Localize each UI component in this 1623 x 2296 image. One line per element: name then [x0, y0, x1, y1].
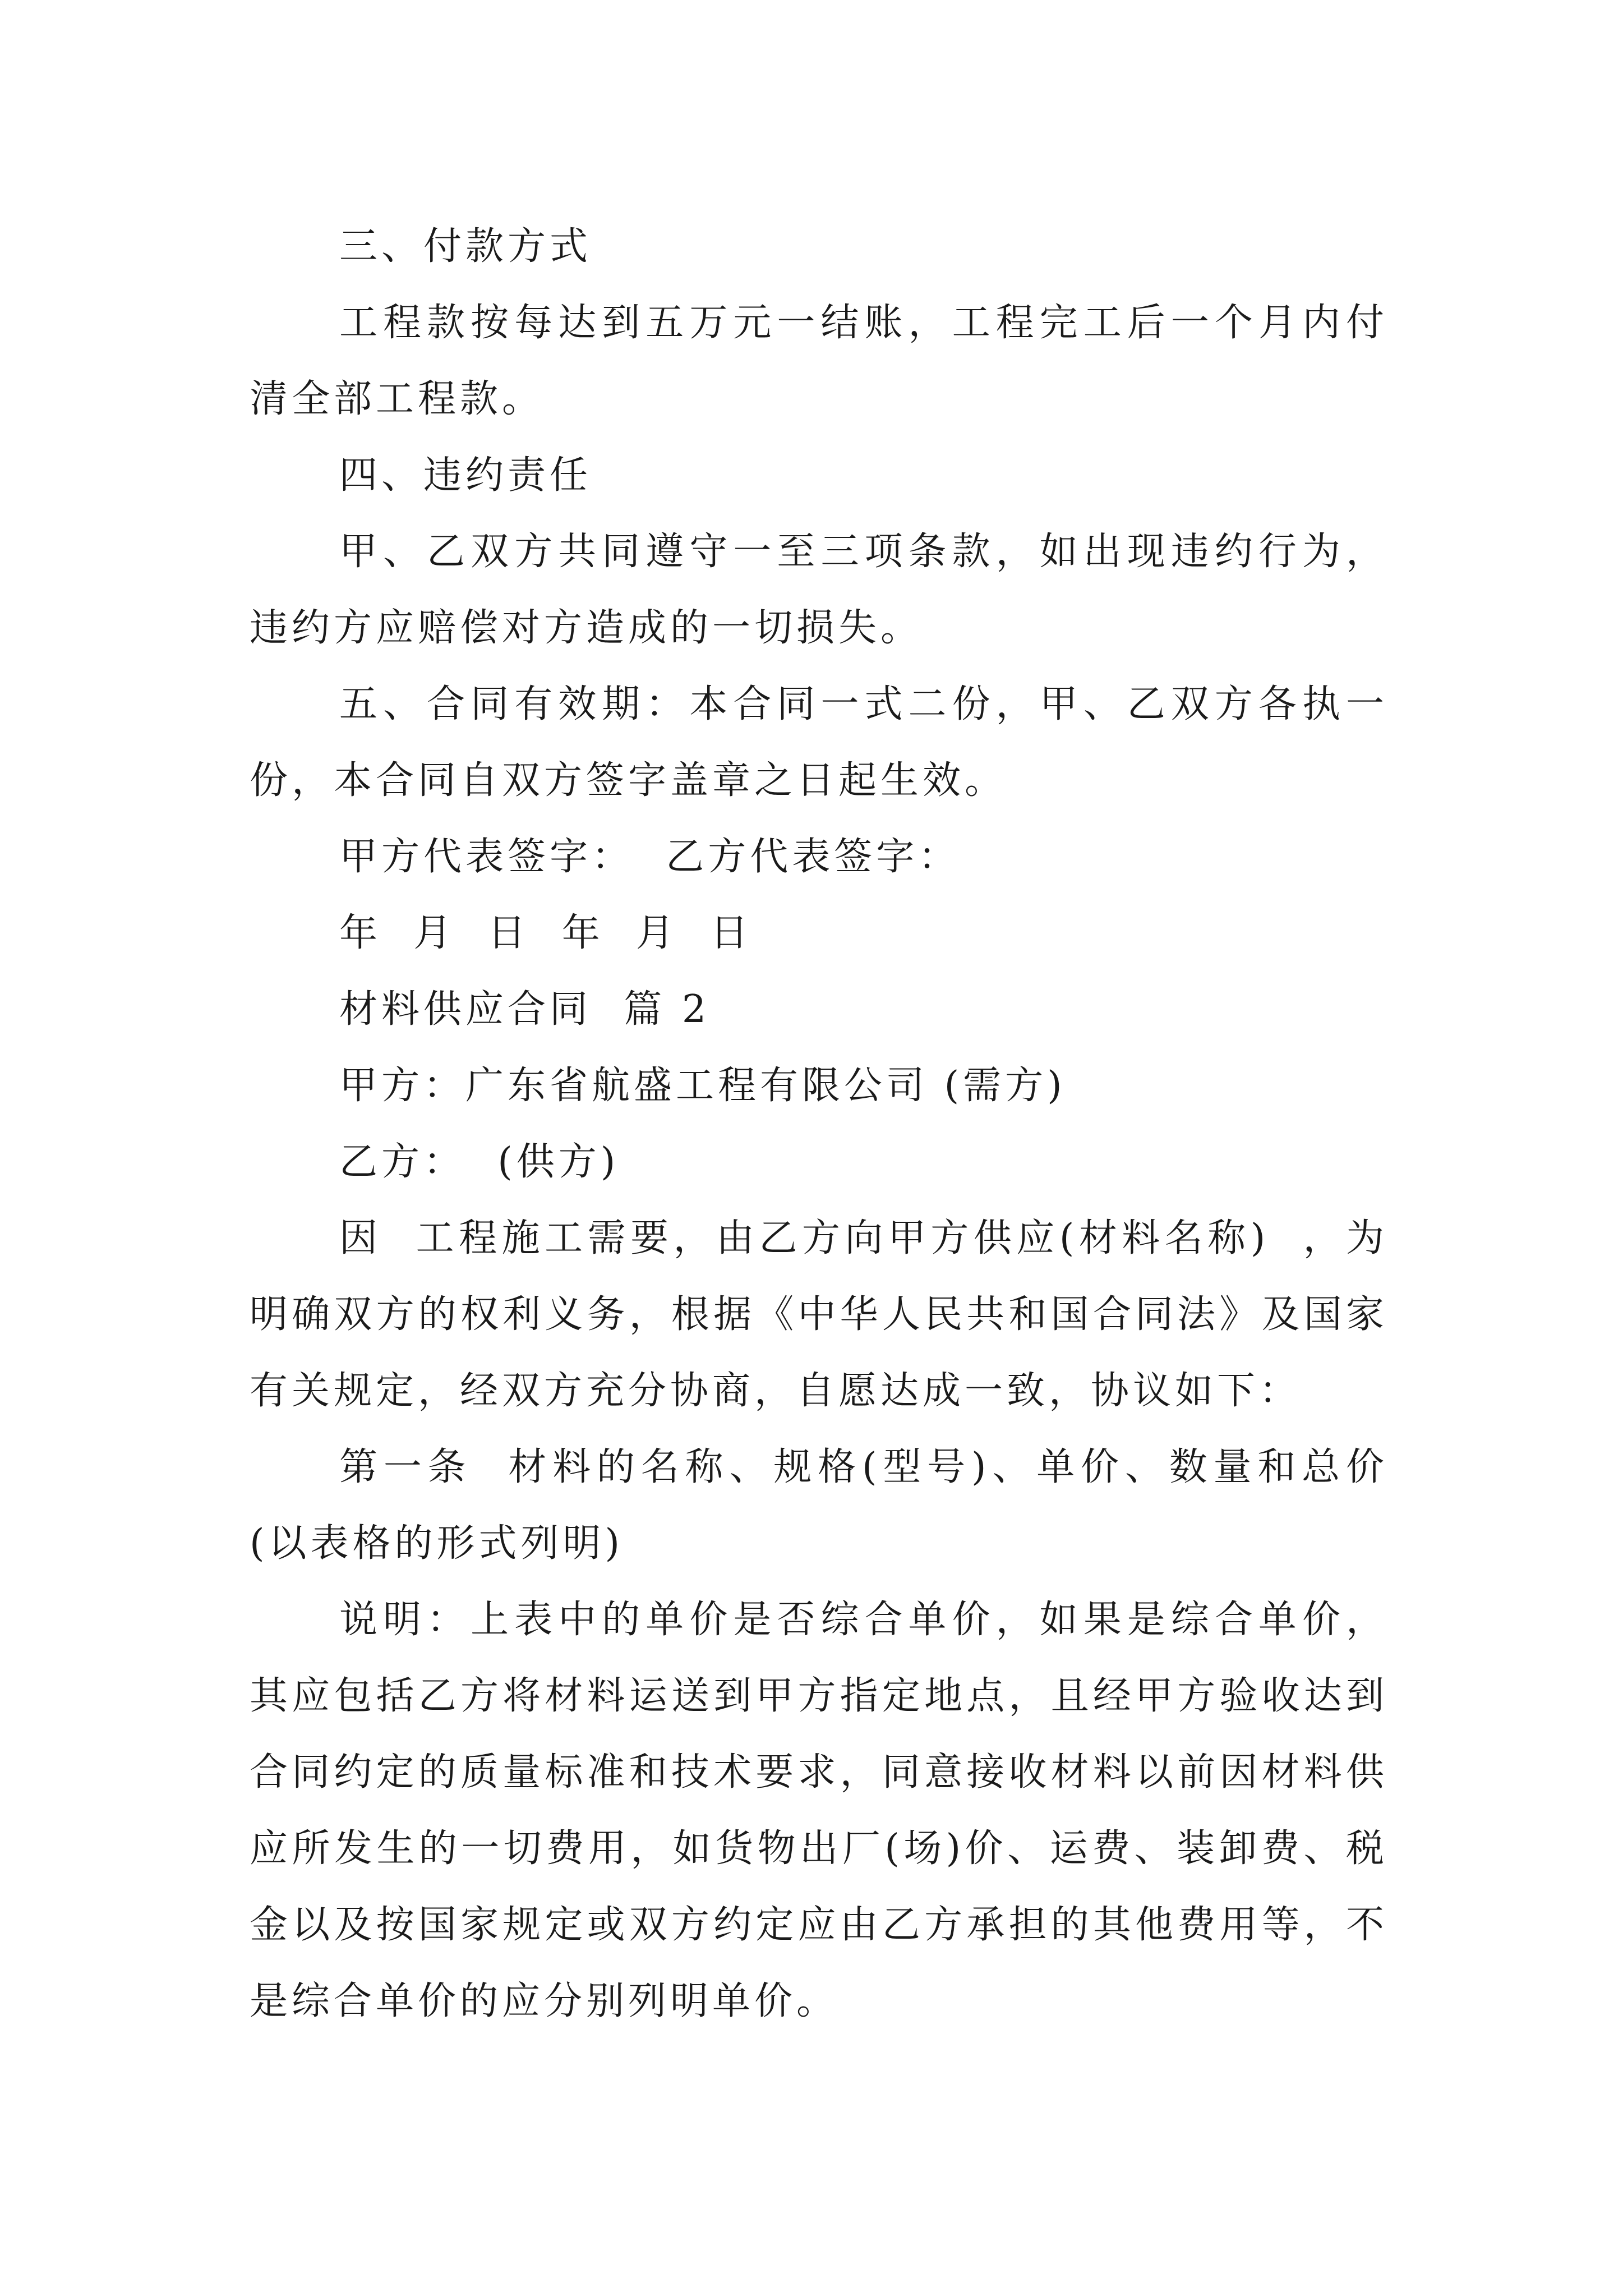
explanation-paragraph: 说明：上表中的单价是否综合单价，如果是综合单价，其应包括乙方将材料运送到甲方指定地点，且经甲方验收达到合同约定的质量标准和技术要求，同意接收材料以前因材料供应所发生的一切费用，如货物出厂(场)价、运费、装卸费、税金以及按国家规定或双方约定应由乙方承担的其他费用等，不是综合单价的应分别列明单价。 — [250, 1598, 1388, 2023]
date-line: 年 月 日 年 月 日 — [339, 911, 753, 955]
section-heading-payment: 三、付款方式 — [339, 224, 592, 269]
signature-line: 甲方代表签字： 乙方代表签字： — [339, 835, 961, 879]
article-one-paragraph: 第一条 材料的名称、规格(型号)、单价、数量和总价(以表格的形式列明) — [250, 1445, 1388, 1566]
party-a-line: 甲方：广东省航盛工程有限公司 (需方) — [339, 1064, 1066, 1108]
validity-paragraph: 五、合同有效期：本合同一式二份，甲、乙双方各执一份，本合同自双方签字盖章之日起生效。 — [250, 682, 1388, 803]
contract-title: 材料供应合同 篇 2 — [339, 987, 711, 1032]
breach-paragraph: 甲、乙双方共同遵守一至三项条款，如出现违约行为，违约方应赔偿对方造成的一切损失。 — [250, 530, 1388, 650]
document-body — [250, 209, 1388, 2040]
payment-terms-paragraph: 工程款按每达到五万元一结账，工程完工后一个月内付清全部工程款。 — [250, 301, 1388, 421]
party-b-line: 乙方： (供方) — [339, 1140, 620, 1184]
preamble-paragraph: 因 工程施工需要，由乙方向甲方供应(材料名称) ，为明确双方的权利义务，根据《中华人民共和国合同法》及国家有关规定，经双方充分协商，自愿达成一致，协议如下： — [250, 1216, 1388, 1413]
section-heading-breach: 四、违约责任 — [339, 453, 592, 498]
